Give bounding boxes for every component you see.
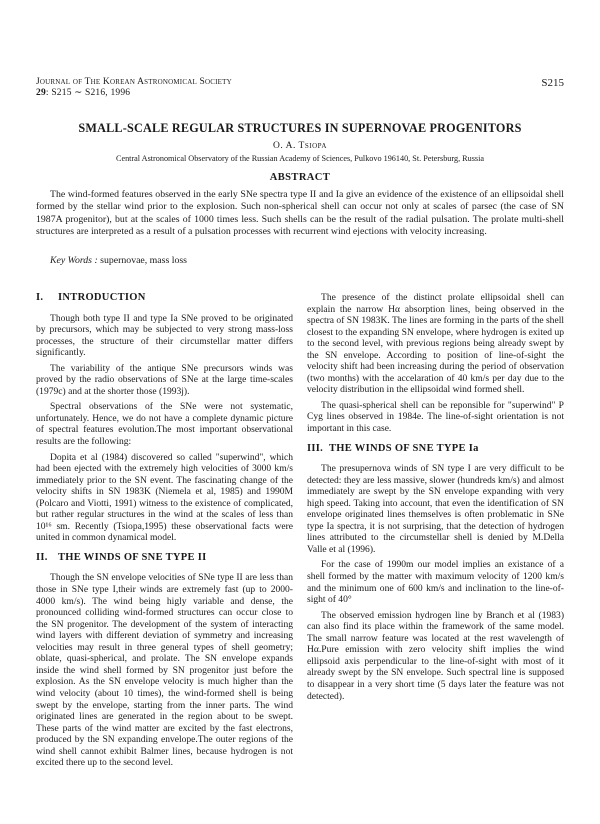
volume-pages: : S215 ∼ S216, 1996: [45, 88, 131, 98]
section-number: II.: [36, 551, 48, 563]
paragraph: The presence of the distinct prolate ellipsoidal shell can explain the narrow Hα absorption lines, being observed in the spectra of SN 1983K. The lines are forming in the parts of the shell closest to the expanding SN envelope, where hydrogen is exited up to the second level, with previous regions being already swept by the SN envelope. According to position of line-of-sight the velocity shift had been increasing during the period of observation (two months) with the accelaration of 40 km/s per day due to the velocity distribution in the ellipsoidal wind formed shell.: [307, 292, 564, 396]
journal-name: Journal of The Korean Astronomical Society: [36, 77, 232, 87]
abstract-text: The wind-formed features observed in the early SNe spectra type II and Ia give an evidence of the existence of an ellipsoidal shell formed by the stellar wind prior to the explosion. Such non-spherical shell can occur not only at scales of parsec (the case of SN 1987A progenitor), but at the scales of 1000 times less. Such shells can be the result of the radial pulsation. The prolate multi-shell structures are interpreted as a result of a pulsation processes with recurrent wind ejections with velocity increasing.: [36, 189, 564, 238]
paragraph: Though the SN envelope velocities of SNe type II are less than those in SNe type I,their winds are extremely fast (up to 2000-4000 km/s). The wind being higly variable and dense, the pronounced colliding wind-formed structures can occur close to the SN progenitor. The development of the system of interacting wind layers with different deviation of symmetry and increasing velocities may result in three general types of shell geometry; oblate, quasi-spherical, and prolate. The SN envelope expands inside the wind shell formed by SN progenitor just before the explosion. As the SN envelope velocity is much higher than the wind velocity (about 10 times), the wind-formed shell is being swept by the envelope, starting from the inner parts. The wind originated lines are generated in the region about to be swept. These parts of the wind matter are excited by the fast electrons, produced by the SN expanding envelope.The outer regions of the wind shell cannot exhibit Balmer lines, because hydrogen is not excited there up to the second level.: [36, 572, 293, 769]
journal-volume: [36, 88, 232, 99]
paragraph: For the case of 1990m our model implies an existance of a shell formed by the matter with maximum velocity of 1200 km/s and the minimum one of 600 km/s and inclination to the line-of-sight of 40°: [307, 559, 564, 606]
section-title: THE WINDS OF SNE TYPE II: [58, 551, 207, 563]
section-heading-introduction: [36, 292, 293, 304]
paragraph: The observed emission hydrogen line by Branch et al (1983) can also find its place within the framework of the same model. The small narrow feature was located at the rest wavelength of Hα.Pure emission with zero velocity shift implies the wind ellipsoid axis perpendicular to the line-of-sight with most of it already swept by the SN envelope. Such spectral line is supposed to disappear in a very short time (5 days later the feature was not detected).: [307, 609, 564, 702]
paragraph: Though both type II and type Ia SNe proved to be originated by precursors, which may be subjected to very strong mass-loss processes, the structure of their circumstellar matter differs significantly.: [36, 312, 293, 359]
keywords: [50, 255, 187, 266]
volume-number: 29: [36, 88, 46, 98]
author-name: O. A. Tsiopa: [273, 141, 327, 151]
left-column: [36, 292, 293, 773]
section-title: INTRODUCTION: [58, 292, 146, 303]
paragraph: Dopita et al (1984) discovered so called "superwind", which had been ejected with the extremely high velocities of 3000 km/s immediately prior to the SN event. The fascinating change of the velocity shifts in SN 1983K (Niemela et al, 1985) and 1990M (Polcaro and Viotti, 1991) witness to the existence of complicated, but rather regular structures in the wind at the scales of less than 10¹⁶ sm. Recently (Tsiopa,1995) these observational facts were united in common dynamical model.: [36, 451, 293, 544]
paragraph: The presupernova winds of SN type I are very difficult to be detected: they are less massive, slower (hundreds km/s) and almost immediately are swept by the SN envelope expanding with very high speed. Taking into account, that even the identification of SN envelope originated lines themselves is often problematic in SNe type Ia spectra, it is not surprising, that the detection of hydrogen lines attributed to the circumstellar shell is denied by M.Della Valle et al (1996).: [307, 463, 564, 555]
abstract-heading: ABSTRACT: [269, 172, 331, 183]
section-heading-winds-type-ii: [36, 552, 293, 564]
paper-title: SMALL-SCALE REGULAR STRUCTURES IN SUPERNOVAE PROGENITORS: [78, 121, 522, 135]
journal-header: [36, 77, 232, 99]
paragraph: Spectral observations of the SNe were not systematic, unfortunately. Hence, we do not have a complete dynamic picture of spectral features evolution.The most important observational results are the following:: [36, 401, 293, 448]
paragraph: The quasi-spherical shell can be reponsible for "superwind" P Cyg lines observed in 1984e. The line-of-sight orientation is not important in this case.: [307, 399, 564, 435]
right-column: [307, 292, 564, 706]
section-number: III.: [307, 442, 324, 454]
section-number: I.: [36, 292, 44, 303]
keywords-text: supernovae, mass loss: [100, 255, 187, 266]
section-heading-winds-type-ia: [307, 443, 564, 455]
section-title: THE WINDS OF SNE TYPE Ia: [329, 442, 479, 454]
paragraph: The variability of the antique SNe precursors winds was proved by the radio observations of SNe at the large time-scales (1979c) and at the shorter those (1993j).: [36, 362, 293, 397]
page-number: S215: [541, 77, 564, 89]
author-affiliation: Central Astronomical Observatory of the Russian Academy of Sciences, Pulkovo 196140, St. Petersburg, Russia: [115, 154, 484, 163]
keywords-label: Key Words :: [50, 255, 98, 266]
